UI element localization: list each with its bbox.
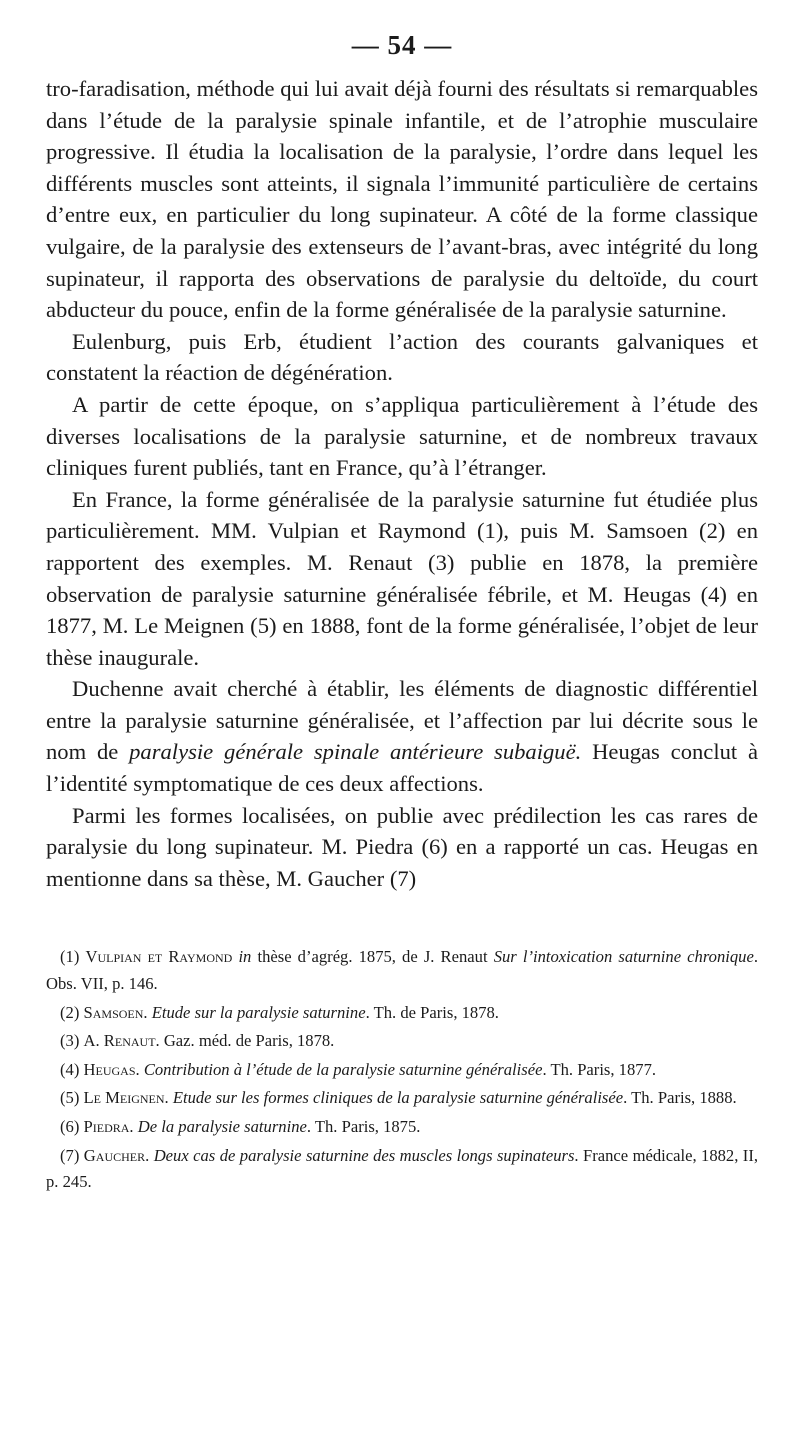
footnote-number: (2)	[60, 1002, 80, 1022]
footnote-title: Sur l’intoxication saturnine chronique	[493, 947, 754, 967]
footnote-number: (7)	[60, 1145, 80, 1165]
footnote-title: Contribution à l’étude de la paralysie saturnine généralisée	[143, 1059, 543, 1079]
paragraph-5-text-c: Heugas conclut à l’identité symptomatique de ces deux affections.	[46, 739, 759, 797]
footnote-tail: . Th. Paris, 1888.	[623, 1088, 737, 1108]
paragraph-4: En France, la forme généralisée de la paralysie saturnine fut étudiée plus particulièrement. MM. Vulpian et Raymond (1), puis M. Samsoen (2) en rapportent des exemples. M. Renaut (3) publie en 1878, la première observation de paralysie saturnine généralisée fébrile, et M. Heugas (4) en 1877, M. Le Meignen (5) en 1888, font de la forme généralisée, l’objet de leur thèse inaugurale.	[46, 486, 758, 670]
footnote-number: (5)	[60, 1088, 80, 1108]
footnote-author: Le Meignen	[83, 1088, 165, 1108]
footnote-2	[46, 1000, 758, 1027]
footnote-tail: . France médicale, 1882, II, p. 245.	[46, 1145, 758, 1192]
paragraph-3: A partir de cette époque, on s’appliqua particulièrement à l’étude des diverses localisations de la paralysie saturnine, et de nombreux travaux cliniques furent publiés, tant en France, qu’à l’étranger.	[46, 391, 758, 481]
footnote-number: (3)	[60, 1031, 80, 1051]
footnote-author: A. Renaut	[83, 1031, 156, 1051]
footnote-separator: .	[129, 1117, 138, 1136]
footnote-author: Samsoen	[83, 1002, 144, 1022]
footnote-tail: . Gaz. méd. de Paris, 1878.	[155, 1031, 335, 1051]
footnote-connector: in	[232, 947, 258, 967]
footnote-tail: . Th. Paris, 1877.	[542, 1059, 657, 1079]
footnote-tail: . Th. Paris, 1875.	[306, 1117, 421, 1136]
footnote-5	[46, 1085, 758, 1112]
footnote-separator: .	[143, 1002, 152, 1022]
footnote-author: Gaucher	[83, 1145, 146, 1165]
footnote-title: Deux cas de paralysie saturnine des muscles longs supinateurs	[153, 1145, 575, 1165]
footnote-author: Piedra	[83, 1117, 130, 1136]
paragraph-1: tro-faradisation, méthode qui lui avait déjà fourni des résultats si remarquables dans l’étude de la paralysie spinale infantile, et de l’atrophie musculaire progressive. Il étudia la localisation de la paralysie, l’ordre dans lequel les différents muscles sont atteints, il signala l’immunité particulière de certains d’entre eux, en particulier du long supinateur. A côté de la forme classique vulgaire, de la paralysie des extenseurs de l’avant-bras, avec intégrité du long supinateur, il rapporta des observations de paralysie du deltoïde, du court abducteur du pouce, enfin de la forme généralisée de la paralysie saturnine.	[46, 76, 758, 323]
paragraph-5-text-a: Duchenne avait cherché à établir, les éléments de diagnostic différentiel entre la paralysie saturnine généralisée, et l’affection par lui décrite sous le nom de	[46, 676, 758, 765]
footnote-separator: .	[145, 1145, 154, 1165]
paragraph-5-italic-term: paralysie générale spinale antérieure subaiguë.	[129, 739, 582, 765]
footnotes	[46, 944, 758, 1195]
footnote-title: Etude sur les formes cliniques de la paralysie saturnine généralisée	[172, 1088, 624, 1108]
footnote-title: Etude sur la paralysie saturnine	[151, 1002, 366, 1022]
footnote-separator: .	[164, 1088, 173, 1108]
body-text	[46, 73, 758, 894]
paragraph-2: Eulenburg, puis Erb, étudient l’action des courants galvaniques et constatent la réaction de dégénération.	[46, 328, 758, 386]
paragraph-6: Parmi les formes localisées, on publie avec prédilection les cas rares de paralysie du long supinateur. M. Piedra (6) en a rapporté un cas. Heugas en mentionne dans sa thèse, M. Gaucher (7)	[46, 802, 758, 891]
paragraph-5	[46, 673, 758, 799]
footnote-number: (1)	[60, 947, 80, 967]
footnote-author: Heugas	[83, 1059, 136, 1079]
footnote-7	[46, 1143, 758, 1196]
footnote-title: De la paralysie saturnine	[137, 1117, 307, 1136]
footnote-6	[46, 1114, 758, 1141]
footnote-tail: . Th. de Paris, 1878.	[365, 1002, 499, 1022]
footnote-1	[46, 944, 758, 997]
footnote-text: thèse d’agrég. 1875, de J. Renaut	[257, 947, 494, 967]
footnote-author: Vulpian et Raymond	[85, 947, 233, 967]
footnote-separator: .	[135, 1059, 144, 1079]
footnote-3	[46, 1028, 758, 1055]
page-number: — 54 —	[351, 30, 453, 60]
footnote-4	[46, 1057, 758, 1084]
footnote-number: (4)	[60, 1059, 80, 1079]
footnote-number: (6)	[60, 1117, 80, 1136]
footnote-tail: . Obs. VII, p. 146.	[46, 947, 758, 994]
